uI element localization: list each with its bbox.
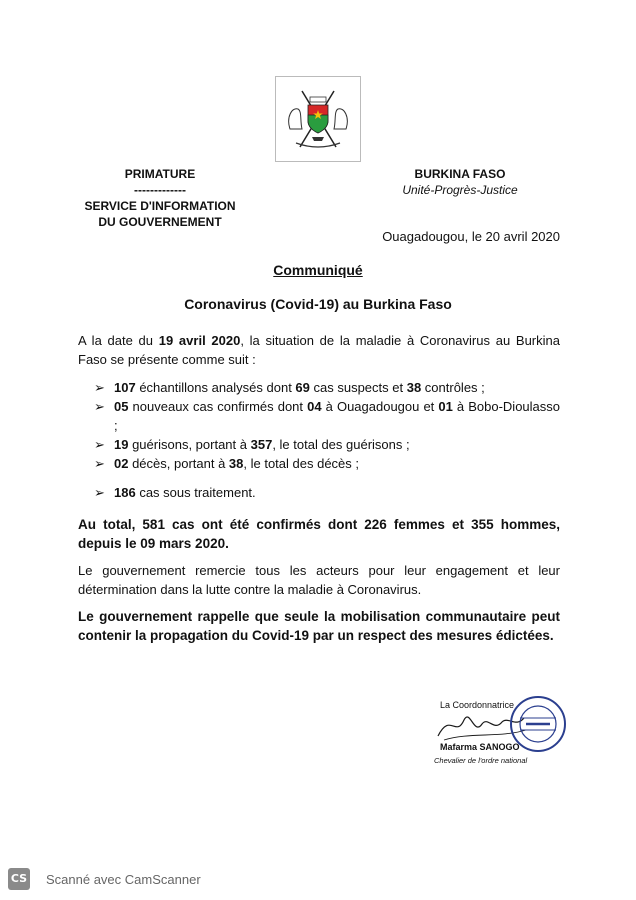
statistic-text: à Bobo-Dioulasso ; <box>114 399 560 433</box>
intro-paragraph <box>78 331 560 369</box>
statistic-value: 05 <box>114 399 129 414</box>
intro-prefix: A la date du <box>78 333 159 348</box>
arrow-bullet-icon: ➢ <box>94 485 105 500</box>
header-service: SERVICE D'INFORMATION <box>84 199 236 213</box>
statistics-list-item <box>94 435 560 454</box>
statistic-text: décès, portant à <box>128 456 229 471</box>
statistic-text: contrôles ; <box>421 380 485 395</box>
statistic-text: , le total des guérisons ; <box>272 437 410 452</box>
signature-block <box>430 694 570 774</box>
statistic-value: 01 <box>438 399 453 414</box>
statistics-list-item <box>94 454 560 473</box>
header-primature: PRIMATURE <box>124 167 196 181</box>
reminder-paragraph: Le gouvernement rappelle que seule la mobilisation communautaire peut contenir la propagation du Covid-19 par un respect des mesures édictées. <box>78 609 560 643</box>
statistics-list-item <box>94 397 560 435</box>
statistic-text: à Ouagadougou et <box>321 399 439 414</box>
country-name: BURKINA FASO <box>414 167 506 181</box>
arrow-bullet-icon: ➢ <box>94 399 105 414</box>
issuer-header <box>60 166 260 230</box>
signatory-rank: Chevalier de l'ordre national <box>434 756 528 765</box>
statistic-value: 02 <box>114 456 129 471</box>
coat-of-arms-emblem <box>275 76 361 162</box>
statistics-list <box>94 378 560 502</box>
statistic-value: 357 <box>250 437 273 452</box>
arrow-bullet-icon: ➢ <box>94 380 105 395</box>
statistic-value: 04 <box>307 399 322 414</box>
intro-suffix: , la situation de la maladie à Coronavirus au Burkina Faso se présente comme suit : <box>78 333 560 367</box>
statistic-text: guérisons, portant à <box>128 437 251 452</box>
total-paragraph: Au total, 581 cas ont été confirmés dont 226 femmes et 355 hommes, depuis le 09 mars 2020. <box>78 517 560 551</box>
signatory-title: La Coordonnatrice <box>440 700 515 710</box>
scanner-watermark-text: Scanné avec CamScanner <box>46 872 201 887</box>
country-header <box>380 166 540 198</box>
statistic-text: , le total des décès ; <box>243 456 360 471</box>
thanks-paragraph: Le gouvernement remercie tous les acteurs pour leur engagement et leur détermination dans la lutte contre la maladie à Coronavirus. <box>78 563 560 597</box>
statistic-value: 107 <box>114 380 136 395</box>
arrow-bullet-icon: ➢ <box>94 437 105 452</box>
scanner-footer <box>0 855 636 900</box>
statistic-text: cas suspects et <box>309 380 407 395</box>
signatory-name: Mafarma SANOGO <box>440 742 520 752</box>
emblem-icon <box>276 77 360 161</box>
dateline: Ouagadougou, le 20 avril 2020 <box>382 229 560 244</box>
statistic-value: 186 <box>114 485 136 500</box>
statistic-value: 69 <box>295 380 310 395</box>
header-separator: ------------- <box>134 183 186 197</box>
statistic-text: nouveaux cas confirmés dont <box>128 399 308 414</box>
intro-date: 19 avril 2020 <box>158 333 241 348</box>
camscanner-logo-icon: CS <box>8 868 30 890</box>
statistic-text: échantillons analysés dont <box>135 380 296 395</box>
country-motto: Unité-Progrès-Justice <box>402 183 518 197</box>
header-government: DU GOUVERNEMENT <box>98 215 222 229</box>
statistic-text: cas sous traitement. <box>135 485 256 500</box>
arrow-bullet-icon: ➢ <box>94 456 105 471</box>
document-subtitle: Coronavirus (Covid-19) au Burkina Faso <box>184 296 452 312</box>
statistic-value: 19 <box>114 437 129 452</box>
document-title: Communiqué <box>273 262 363 278</box>
statistics-list-item <box>94 483 560 502</box>
statistics-list-item <box>94 378 560 397</box>
statistic-value: 38 <box>228 456 244 471</box>
statistic-value: 38 <box>406 380 422 395</box>
